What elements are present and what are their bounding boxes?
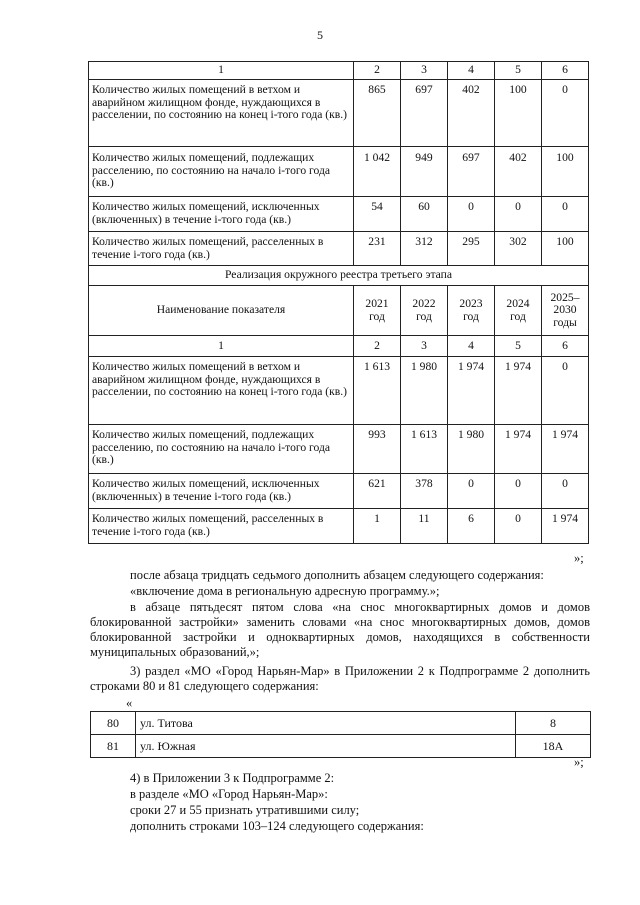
value-cell: 60 [401, 197, 448, 232]
house-number: 18А [516, 735, 591, 758]
col-number: 2 [354, 62, 401, 80]
closing-quote: »; [574, 755, 584, 769]
row-number: 80 [91, 712, 136, 735]
value-cell: 1 974 [542, 509, 589, 544]
paragraph: в разделе «МО «Город Нарьян-Мар»: [130, 787, 328, 801]
value-cell: 0 [542, 357, 589, 425]
value-cell: 1 613 [354, 357, 401, 425]
opening-quote: « [126, 696, 133, 710]
column-number-row [89, 62, 589, 80]
header-year: 2025– 2030 годы [542, 286, 589, 336]
indicator-label: Количество жилых помещений, расселенных в течение i-того года (кв.) [89, 232, 354, 266]
street-name: ул. Южная [136, 735, 516, 758]
table-row [89, 357, 589, 425]
value-cell: 0 [495, 474, 542, 509]
value-cell: 0 [542, 474, 589, 509]
col-number: 4 [448, 62, 495, 80]
value-cell: 1 980 [401, 357, 448, 425]
indicator-label: Количество жилых помещений, подлежащих расселению, по состоянию на начало i-того года (кв.) [89, 425, 354, 474]
section-title: Реализация окружного реестра третьего этапа [89, 266, 589, 286]
value-cell: 0 [542, 197, 589, 232]
paragraph: дополнить строками 103–124 следующего содержания: [130, 819, 424, 833]
column-number-row [89, 336, 589, 357]
value-cell: 11 [401, 509, 448, 544]
value-cell: 1 [354, 509, 401, 544]
value-cell: 1 974 [495, 357, 542, 425]
paragraph: «включение дома в региональную адресную программу.»; [130, 584, 440, 598]
col-number: 5 [495, 62, 542, 80]
col-number: 2 [354, 336, 401, 357]
indicator-label: Количество жилых помещений в ветхом и аварийном жилищном фонде, нуждающихся в расселении, по состоянию на конец i-того года (кв.) [89, 357, 354, 425]
paragraph: после абзаца тридцать седьмого дополнить абзацем следующего содержания: [130, 568, 544, 582]
table-row [89, 474, 589, 509]
indicator-label: Количество жилых помещений, исключенных (включенных) в течение i-того года (кв.) [89, 197, 354, 232]
value-cell: 378 [401, 474, 448, 509]
house-number: 8 [516, 712, 591, 735]
header-row [89, 286, 589, 336]
value-cell: 402 [448, 80, 495, 147]
paragraph: в абзаце пятьдесят пятом слова «на снос многоквартирных домов и домов блокированной застройки» заменить словами «на снос многоквартирных домов, домов блокированной застройки и одноквартирных домов, находящихся в собственности муниципальных образований,»; [90, 600, 590, 659]
paragraph: сроки 27 и 55 признать утратившими силу; [130, 803, 360, 817]
value-cell: 865 [354, 80, 401, 147]
value-cell: 621 [354, 474, 401, 509]
value-cell: 0 [448, 197, 495, 232]
value-cell: 1 042 [354, 147, 401, 197]
table-row [91, 712, 591, 735]
value-cell: 697 [401, 80, 448, 147]
value-cell: 1 974 [495, 425, 542, 474]
header-year: 2024 год [495, 286, 542, 336]
value-cell: 231 [354, 232, 401, 266]
value-cell: 1 974 [448, 357, 495, 425]
col-number: 4 [448, 336, 495, 357]
indicator-label: Количество жилых помещений, расселенных в течение i-того года (кв.) [89, 509, 354, 544]
value-cell: 1 613 [401, 425, 448, 474]
indicator-label: Количество жилых помещений, подлежащих расселению, по состоянию на начало i-того года (кв.) [89, 147, 354, 197]
table-row [89, 425, 589, 474]
table-row [89, 509, 589, 544]
value-cell: 302 [495, 232, 542, 266]
col-number: 1 [89, 62, 354, 80]
street-name: ул. Титова [136, 712, 516, 735]
section-title-row [89, 266, 589, 286]
value-cell: 100 [542, 232, 589, 266]
table-row [89, 232, 589, 266]
value-cell: 0 [495, 197, 542, 232]
value-cell: 295 [448, 232, 495, 266]
table-row [89, 80, 589, 147]
value-cell: 402 [495, 147, 542, 197]
streets-table [90, 711, 591, 758]
col-number: 3 [401, 62, 448, 80]
value-cell: 54 [354, 197, 401, 232]
value-cell: 0 [542, 80, 589, 147]
value-cell: 949 [401, 147, 448, 197]
indicators-table [88, 61, 589, 544]
value-cell: 0 [448, 474, 495, 509]
col-number: 1 [89, 336, 354, 357]
table-row [91, 735, 591, 758]
value-cell: 6 [448, 509, 495, 544]
indicator-label: Количество жилых помещений, исключенных (включенных) в течение i-того года (кв.) [89, 474, 354, 509]
value-cell: 312 [401, 232, 448, 266]
value-cell: 100 [542, 147, 589, 197]
paragraph: 4) в Приложении 3 к Подпрограмме 2: [130, 771, 335, 785]
col-number: 3 [401, 336, 448, 357]
value-cell: 993 [354, 425, 401, 474]
row-number: 81 [91, 735, 136, 758]
page-number: 5 [317, 28, 323, 42]
table-row [89, 197, 589, 232]
col-number: 6 [542, 62, 589, 80]
header-year: 2021 год [354, 286, 401, 336]
indicator-label: Количество жилых помещений в ветхом и аварийном жилищном фонде, нуждающихся в расселении, по состоянию на конец i-того года (кв.) [89, 80, 354, 147]
value-cell: 0 [495, 509, 542, 544]
table-row [89, 147, 589, 197]
header-indicator-name: Наименование показателя [89, 286, 354, 336]
col-number: 5 [495, 336, 542, 357]
closing-quote: »; [574, 551, 584, 565]
value-cell: 100 [495, 80, 542, 147]
header-year: 2022 год [401, 286, 448, 336]
value-cell: 1 980 [448, 425, 495, 474]
header-year: 2023 год [448, 286, 495, 336]
col-number: 6 [542, 336, 589, 357]
value-cell: 1 974 [542, 425, 589, 474]
paragraph: 3) раздел «МО «Город Нарьян-Мар» в Приложении 2 к Подпрограмме 2 дополнить строками 80 и 81 следующего содержания: [90, 664, 590, 693]
value-cell: 697 [448, 147, 495, 197]
